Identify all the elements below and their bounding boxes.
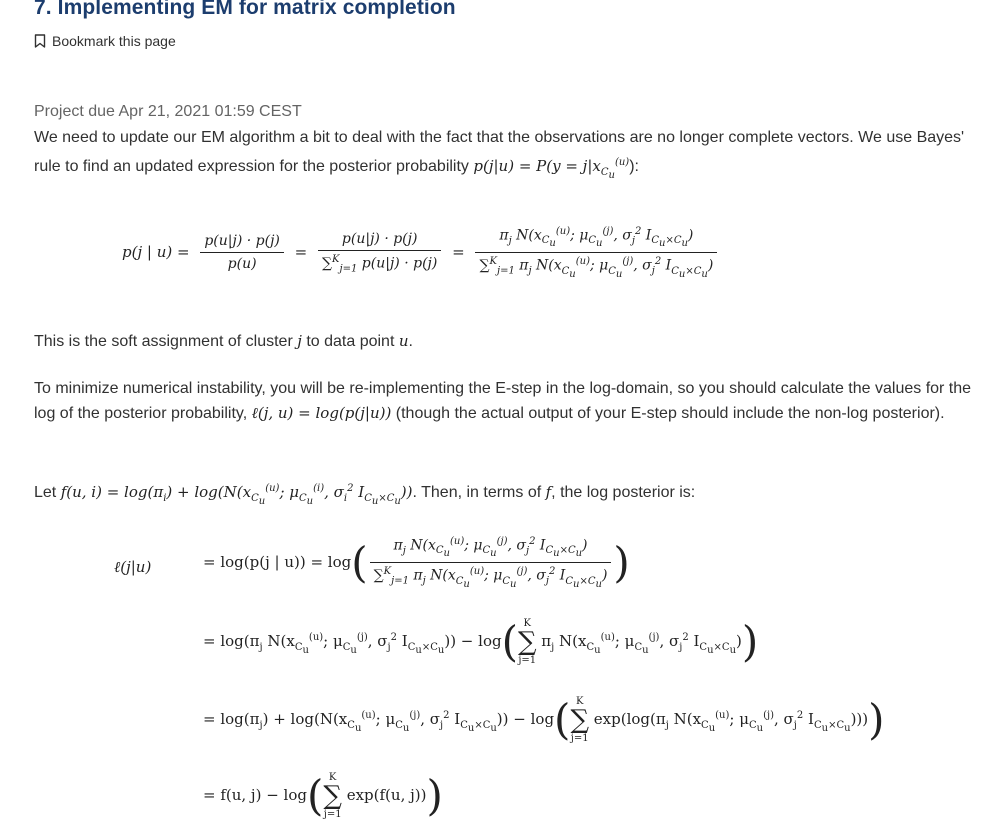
bookmark-icon bbox=[34, 34, 46, 48]
log-posterior-lhs: ℓ(j|u) bbox=[114, 558, 152, 576]
soft-assignment-paragraph: This is the soft assignment of cluster j to data point u. bbox=[34, 332, 413, 350]
derivation-line-2: = $\log(\pi_j$ $N(x_{C_u}^{(u)}$; $\mu_{C_u}^{(j)}$, $\sigma_j^2$ $I_{C_u\times C_u})) - \log$( K ∑ j=1 $\pi_j$ $N(x_{C_u}^{(u)}$; $\mu_{C_u}^{(j)}$, $\sigma_j^2$ $I_{C_u\times C_u}$)) bbox=[203, 617, 759, 666]
intro-paragraph bbox=[34, 125, 979, 188]
bayes-equation: p(j | u) = $\frac{p(u|j) \cdot p(j)}{p(u)}$ = $\frac{p(u|j) \cdot p(j)}{\sum^K_{j=1} p(u|j) \cdot p(j)}$ = $\frac{\pi_j N(x_{C_u}^{(u)}; \mu_{C_u}^{(j)}, \sigma_j^2 I_{C_u\times C_u})}{\sum^K_{j=1} \pi_j N(x_{C_u}^{(u)}; \mu_{C_u}^{(j)}, \sigma_j^2 I_{C_u\times C_u})}$ bbox=[122, 226, 723, 280]
bayes-fraction-2: $\frac{p(u|j) \cdot p(j)}{\sum^K_{j=1} p(u|j) \cdot p(j)}$ bbox=[318, 231, 441, 274]
f-symbol: f bbox=[545, 483, 552, 501]
bayes-fraction-3: $\frac{\pi_j N(x_{C_u}^{(u)}; \mu_{C_u}^{(j)}, \sigma_j^2 I_{C_u\times C_u})}{\sum^K_{j=1} \pi_j N(x_{C_u}^{(u)}; \mu_{C_u}^{(j)}, \sigma_j^2 I_{C_u\times C_u})}$ bbox=[475, 226, 717, 280]
bayes-fraction-1: $\frac{p(u|j) \cdot p(j)}{p(u)}$ bbox=[200, 233, 284, 272]
posterior-expression: $p(j|u) = P(y = j|x_{C_u}^{(u)}$ bbox=[473, 157, 630, 181]
cluster-symbol: j bbox=[297, 332, 302, 350]
definition-paragraph: Let f(u, $i) = \log(\pi_i) + \log(N(x_{C_u}^{(u)}$; $\mu_{C_u}^{(i)}$, $\sigma_i^2$ $I_{C_u\times C_u}$)). Then, in terms of f, the log posterior is: bbox=[34, 483, 696, 507]
derivation-line-1: = log(p(j | u)) = log( $\frac{\pi_j N(x_{C_u}^{(u)}; \mu_{C_u}^{(j)}, \sigma_j^2 I_{C_u\times C_u})}{\sum^K_{j=1} \pi_j N(x_{C_u}^{(u)}; \mu_{C_u}^{(j)}, \sigma_j^2 I_{C_u\times C_u})}$ ) bbox=[203, 536, 630, 590]
datapoint-symbol: u bbox=[398, 332, 409, 350]
intro-text: We need to update our EM algorithm a bit to deal with the fact that the observations are no longer complete vectors. We use Bayes' rule to find an updated expression for the posterior probability bbox=[34, 129, 965, 175]
derivation-line-4: = f(u, j) − log( K ∑ j=1 exp(f(u, j))) bbox=[203, 771, 443, 820]
log-posterior-expression: ℓ(j, u) = log(p(j|u)) bbox=[251, 404, 392, 422]
due-date: Project due Apr 21, 2021 01:59 CEST bbox=[34, 103, 302, 120]
bookmark-label: Bookmark this page bbox=[52, 33, 176, 49]
bookmark-button[interactable] bbox=[34, 33, 176, 49]
bayes-lhs: p(j | u) = bbox=[122, 242, 190, 261]
page-title: 7. Implementing EM for matrix completion bbox=[34, 0, 456, 19]
log-domain-paragraph: To minimize numerical instability, you will be re-implementing the E-step in the log-domain, so you should calculate the values for the log of the posterior probability, ℓ(j, u) = log(p(j|u)) (though the actual output of your E-step should include the non-log posterior). bbox=[34, 380, 972, 422]
intro-text-end: ): bbox=[629, 158, 639, 175]
f-definition: f(u, $i) = \log(\pi_i) + \log(N(x_{C_u}^{(u)}$; $\mu_{C_u}^{(i)}$, $\sigma_i^2$ $I_{C_u\times C_u}$)) bbox=[60, 483, 413, 507]
derivation-line-3: = $\log(\pi_j) + \log(N(x_{C_u}^{(u)}$; $\mu_{C_u}^{(j)}$, $\sigma_j^2$ $I_{C_u\times C_u})) - \log$( K ∑ j=1 $\exp(\log(\pi_j$ $N(x_{C_u}^{(u)}$; $\mu_{C_u}^{(j)}$, $\sigma_j^2$ $I_{C_u\times C_u}$)))) bbox=[203, 695, 885, 744]
